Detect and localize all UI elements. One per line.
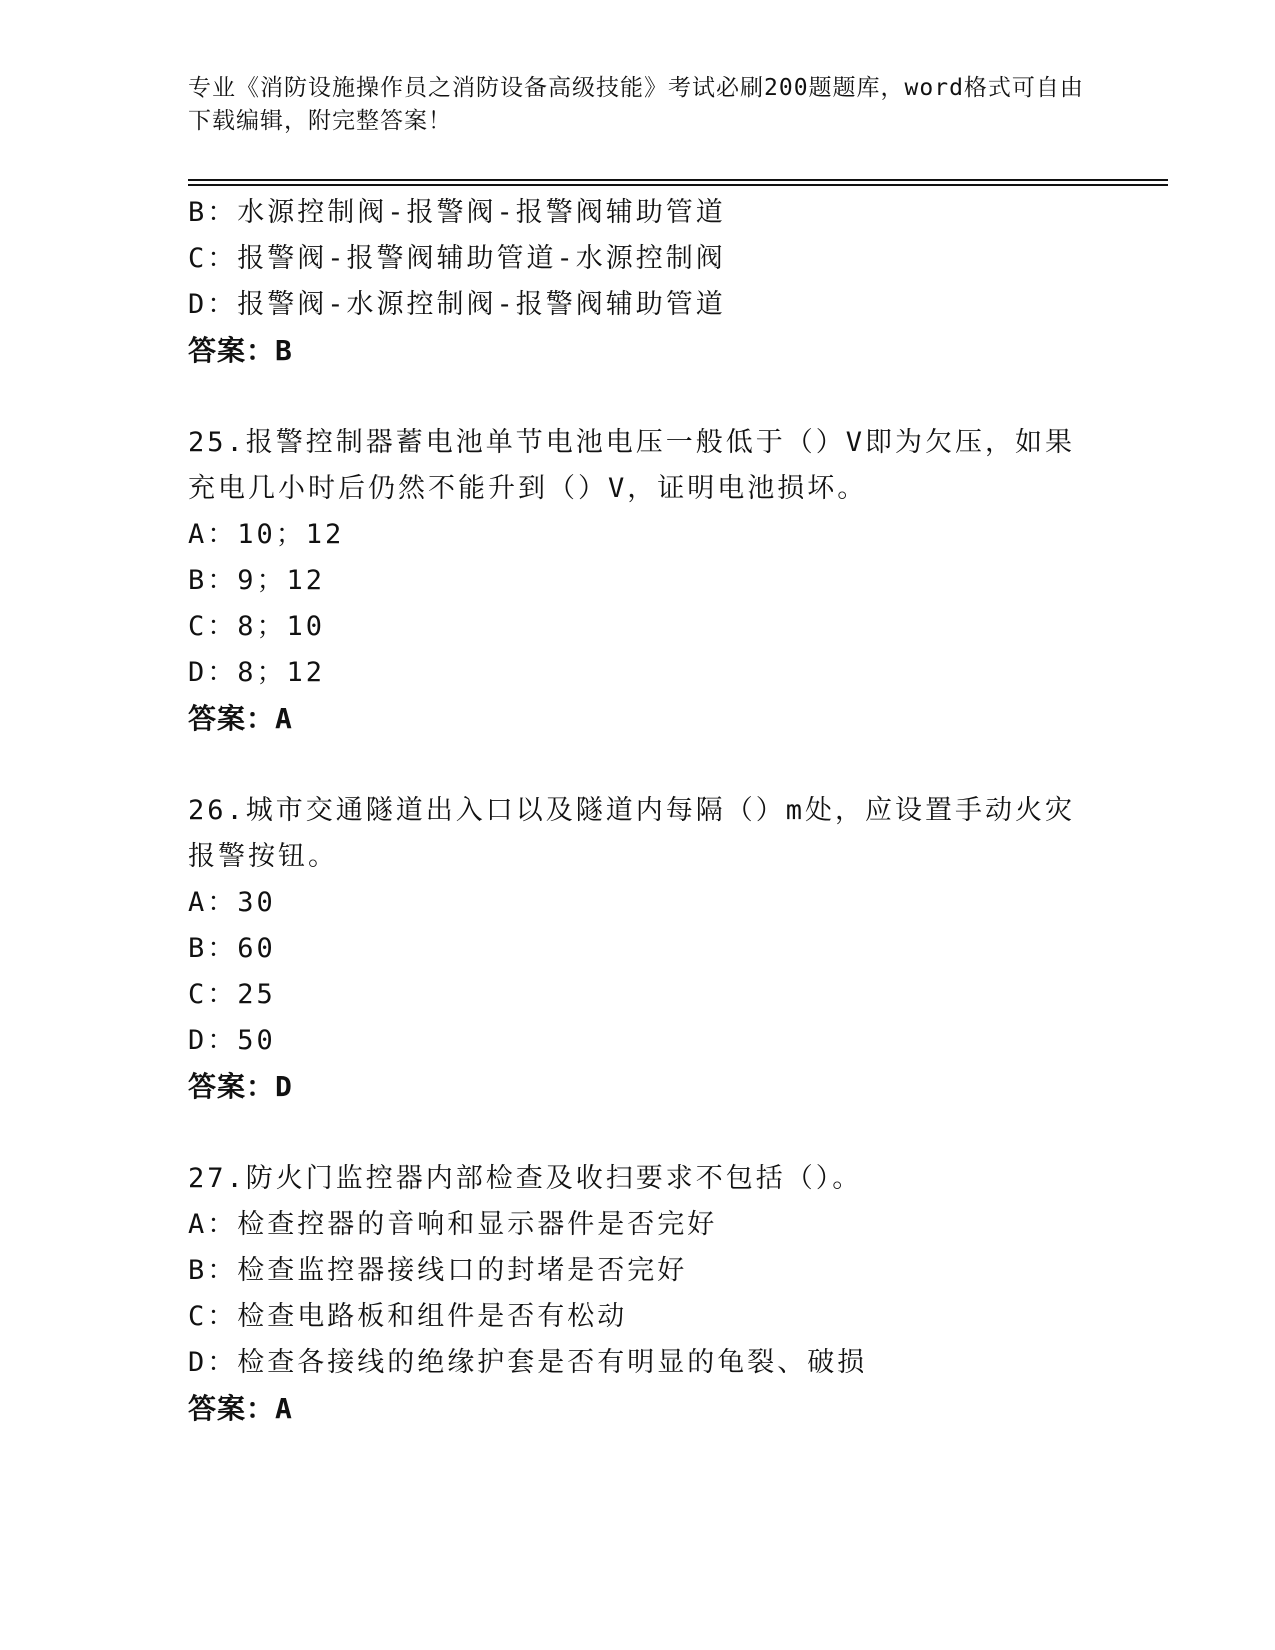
answer-label: 答案：	[188, 1392, 276, 1425]
question-block-25	[188, 420, 1088, 742]
answer-value: D	[275, 1070, 293, 1103]
option-d: D：8；12	[188, 657, 326, 688]
option-d: D：报警阀-水源控制阀-报警阀辅助管道	[188, 289, 726, 320]
option-b: B：水源控制阀-报警阀-报警阀辅助管道	[188, 197, 726, 228]
answer-line	[188, 1386, 1088, 1432]
answer-line	[188, 696, 1088, 742]
question-stem: 25.报警控制器蓄电池单节电池电压一般低于（）V即为欠压，如果充电几小时后仍然不能升到（）V，证明电池损坏。	[188, 427, 1076, 504]
option-d: D：检查各接线的绝缘护套是否有明显的龟裂、破损	[188, 1347, 868, 1378]
answer-value: A	[275, 1392, 293, 1425]
question-block-partial	[188, 190, 1088, 374]
option-a: A：检查控器的音响和显示器件是否完好	[188, 1209, 718, 1240]
answer-label: 答案：	[188, 1070, 276, 1103]
option-b: B：检查监控器接线口的封堵是否完好	[188, 1255, 688, 1286]
option-c: C：8；10	[188, 611, 326, 642]
option-c: C：检查电路板和组件是否有松动	[188, 1301, 628, 1332]
option-b: B：60	[188, 933, 276, 964]
option-d: D：50	[188, 1025, 276, 1056]
answer-line	[188, 328, 1088, 374]
question-stem: 27.防火门监控器内部检查及收扫要求不包括（）。	[188, 1163, 863, 1194]
question-list	[188, 190, 1088, 1432]
answer-label: 答案：	[188, 702, 276, 735]
option-b: B：9；12	[188, 565, 326, 596]
header-rule-bottom	[188, 184, 1168, 186]
option-c: C：报警阀-报警阀辅助管道-水源控制阀	[188, 243, 726, 274]
answer-value: A	[275, 702, 293, 735]
answer-value: B	[275, 334, 293, 367]
answer-label: 答案：	[188, 334, 276, 367]
option-a: A：30	[188, 887, 276, 918]
option-c: C：25	[188, 979, 276, 1010]
header-rule-top	[188, 179, 1168, 181]
question-block-26	[188, 788, 1088, 1110]
document-header: 专业《消防设施操作员之消防设备高级技能》考试必刷200题题库，word格式可自由下载编辑，附完整答案！	[188, 75, 1084, 134]
question-block-27	[188, 1156, 1088, 1432]
question-stem: 26.城市交通隧道出入口以及隧道内每隔（）m处，应设置手动火灾报警按钮。	[188, 795, 1076, 872]
option-a: A：10；12	[188, 519, 345, 550]
answer-line	[188, 1064, 1088, 1110]
